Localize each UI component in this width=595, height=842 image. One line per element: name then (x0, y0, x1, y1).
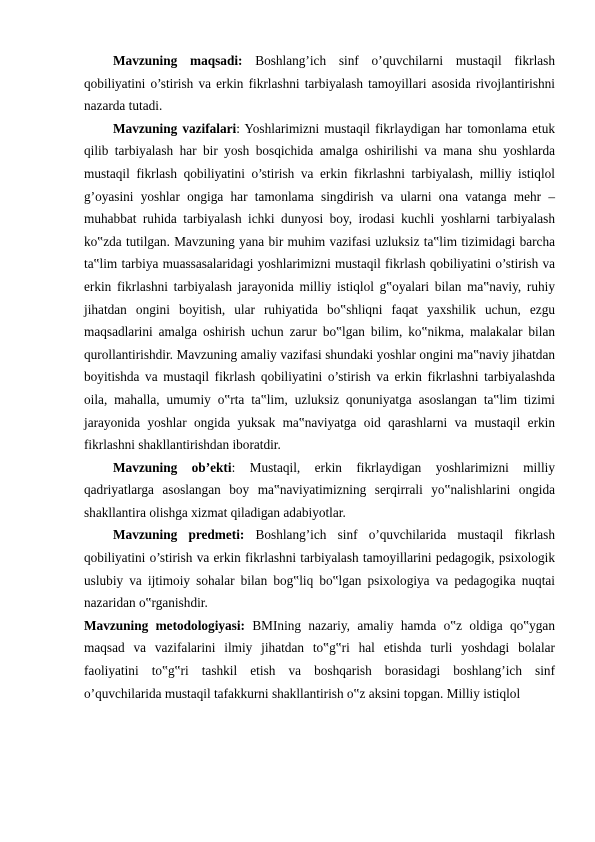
paragraph-text: : Yoshlarimizni mustaqil fikrlaydigan har tomonlama etuk qilib tarbiyalash har bir yosh bosqichida amalga oshirilishi va mana shu yoshlarda mustaqil fikrlash qobiliyatini o’stirish va erkin fikrlashni tarbiyalash, milliy istiqlol g’oyasini yoshlar ongiga har tamonlama singdirish va ularni ona vatanga mehr – muhabbat ruhida tarbiyalash ichki dunyosi boy, irodasi kuchli yoshlarni tarbiyalash ko‟zda tutilgan. Mavzuning yana bir muhim vazifasi uzluksiz ta‟lim tizimidagi barcha ta‟lim tarbiya muassasalaridagi yoshlarimizni mustaqil fikrlash qobiliyatini o’stirish va erkin fikrlashni tarbiyalash jarayonida milliy istiqlol g‟oyalari bilan ma‟naviy, ruhiy jihatdan ongini boyitish, ular ruhiyatida bo‟shliqni faqat yaxshilik uchun, ezgu maqsadlarini amalga oshirish uchun zarur bo‟lgan bilim, ko‟nikma, malakalar bilan qurollantirishdir. Mavzuning amaliy vazifasi shundaki yoshlar ongini ma‟naviy jihatdan boyitishda va mustaqil fikrlash qobiliyatini o’stirish va erkin fikrlashni tarbiyalashda oila, mahalla, umumiy o‟rta ta‟lim, uzluksiz qonuniyatga asoslangan ta‟lim tizimi jarayonida yoshlar ongida yuksak ma‟naviyatga oid qarashlarni va mustaqil erkin fikrlashni shakllantirishdan iboratdir. (84, 120, 555, 453)
paragraph-text: Boshlang’ich sinf o’quvchilarida mustaqil fikrlash qobiliyatini o’stirish va erkin fikrlashni tarbiyalash tamoyillarini pedagogik, psixologik uslubiy va ijtimoiy sohalar bilan bog‟liq bo‟lgan psixologiya va pedagogika nuqtai nazaridan o‟rganishdir. (84, 527, 555, 611)
paragraph-heading: Mavzuning ob’ekti (113, 459, 232, 475)
paragraph-predmeti (84, 524, 555, 614)
paragraph-heading: Mavzuning vazifalari (113, 120, 237, 136)
paragraph-heading: Mavzuning predmeti: (113, 527, 245, 543)
paragraph-text: BMIning nazariy, amaliy hamda o‟z oldiga qo‟ygan maqsad va vazifalarini ilmiy jihatdan to‟g‟ri hal etishda turli yoshdagi bolalar faoliyatini to‟g‟ri tashkil etish va boshqarish borasidagi boshlang’ich sinf o’quvchilarida mustaqil tafakkurni shakllantirish o‟z aksini topgan. Milliy istiqlol (84, 617, 555, 701)
paragraph-text: Boshlang’ich sinf o’quvchilarni mustaqil fikrlash qobiliyatini o’stirish va erkin fikrlashni tarbiyalash tamoyillari asosida rivojlantirishni nazarda tutadi. (84, 53, 555, 114)
paragraph-text: : Mustaqil, erkin fikrlaydigan yoshlarimizni milliy qadriyatlarga asoslangan boy ma‟naviyatimizning serqirrali yo‟nalishlarini ongida shakllantira olishga xizmat qiladigan adabiyotlar. (84, 459, 555, 520)
paragraph-maqsadi (84, 50, 555, 118)
paragraph-heading: Mavzuning maqsadi: (113, 53, 243, 68)
paragraph-obekti (84, 457, 555, 525)
document-page (84, 50, 555, 705)
paragraph-vazifalari (84, 118, 555, 457)
paragraph-metodologiyasi (84, 615, 555, 705)
paragraph-heading: Mavzuning metodologiyasi: (84, 617, 245, 633)
